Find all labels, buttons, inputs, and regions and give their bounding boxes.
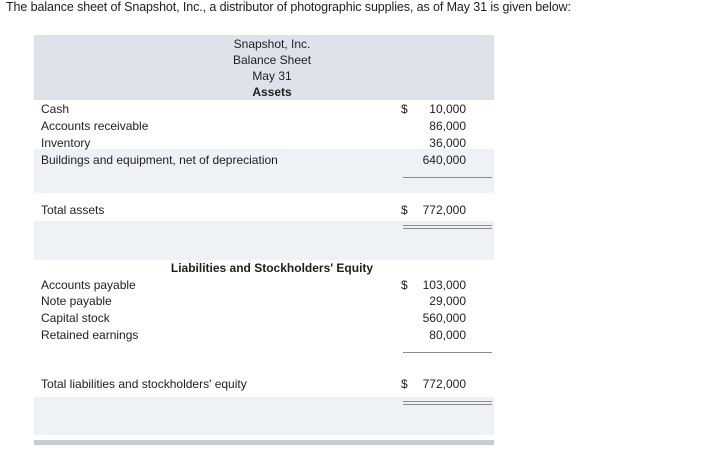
amount-value: 772,000 <box>422 377 466 391</box>
balance-sheet <box>34 35 494 446</box>
total-liabilities-label: Total liabilities and stockholders' equity <box>41 377 247 391</box>
asset-label: Buildings and equipment, net of depreciation <box>41 153 278 167</box>
subtotal-rule <box>403 352 492 353</box>
assets-heading: Assets <box>252 85 292 99</box>
liability-label: Accounts payable <box>41 278 136 292</box>
company-name: Snapshot, Inc. <box>233 37 311 51</box>
amount-value: 29,000 <box>429 294 466 308</box>
total-assets-label: Total assets <box>41 203 105 217</box>
double-rule-top <box>403 225 492 226</box>
stripe-band <box>34 221 494 260</box>
dollar-sign: $ <box>401 377 408 391</box>
table-bottom-bar <box>34 440 494 445</box>
stripe-band <box>34 397 494 435</box>
dollar-sign: $ <box>401 102 408 116</box>
asset-label: Cash <box>41 102 70 116</box>
asset-label: Accounts receivable <box>41 119 149 133</box>
liability-label: Retained earnings <box>41 328 139 342</box>
amount-value: 10,000 <box>429 102 466 116</box>
amount-value: 772,000 <box>422 203 466 217</box>
liability-label: Capital stock <box>41 311 110 325</box>
amount-value: 80,000 <box>429 328 466 342</box>
amount-value: 86,000 <box>429 119 466 133</box>
liability-label: Note payable <box>41 294 112 308</box>
subtotal-rule <box>403 177 492 178</box>
statement-date: May 31 <box>252 69 292 83</box>
liabilities-heading: Liabilities and Stockholders' Equity <box>170 261 374 275</box>
double-rule-bottom <box>403 404 492 405</box>
dollar-sign: $ <box>401 278 408 292</box>
amount-value: 103,000 <box>422 278 466 292</box>
dollar-sign: $ <box>401 203 408 217</box>
amount-value: 640,000 <box>422 153 466 167</box>
amount-value: 560,000 <box>422 311 466 325</box>
amount-value: 36,000 <box>429 136 466 150</box>
statement-title: Balance Sheet <box>232 53 312 67</box>
problem-intro: The balance sheet of Snapshot, Inc., a distributor of photographic supplies, as of May 31 is given below: <box>6 0 571 14</box>
asset-label: Inventory <box>41 136 91 150</box>
double-rule-top <box>403 401 492 402</box>
double-rule-bottom <box>403 228 492 229</box>
